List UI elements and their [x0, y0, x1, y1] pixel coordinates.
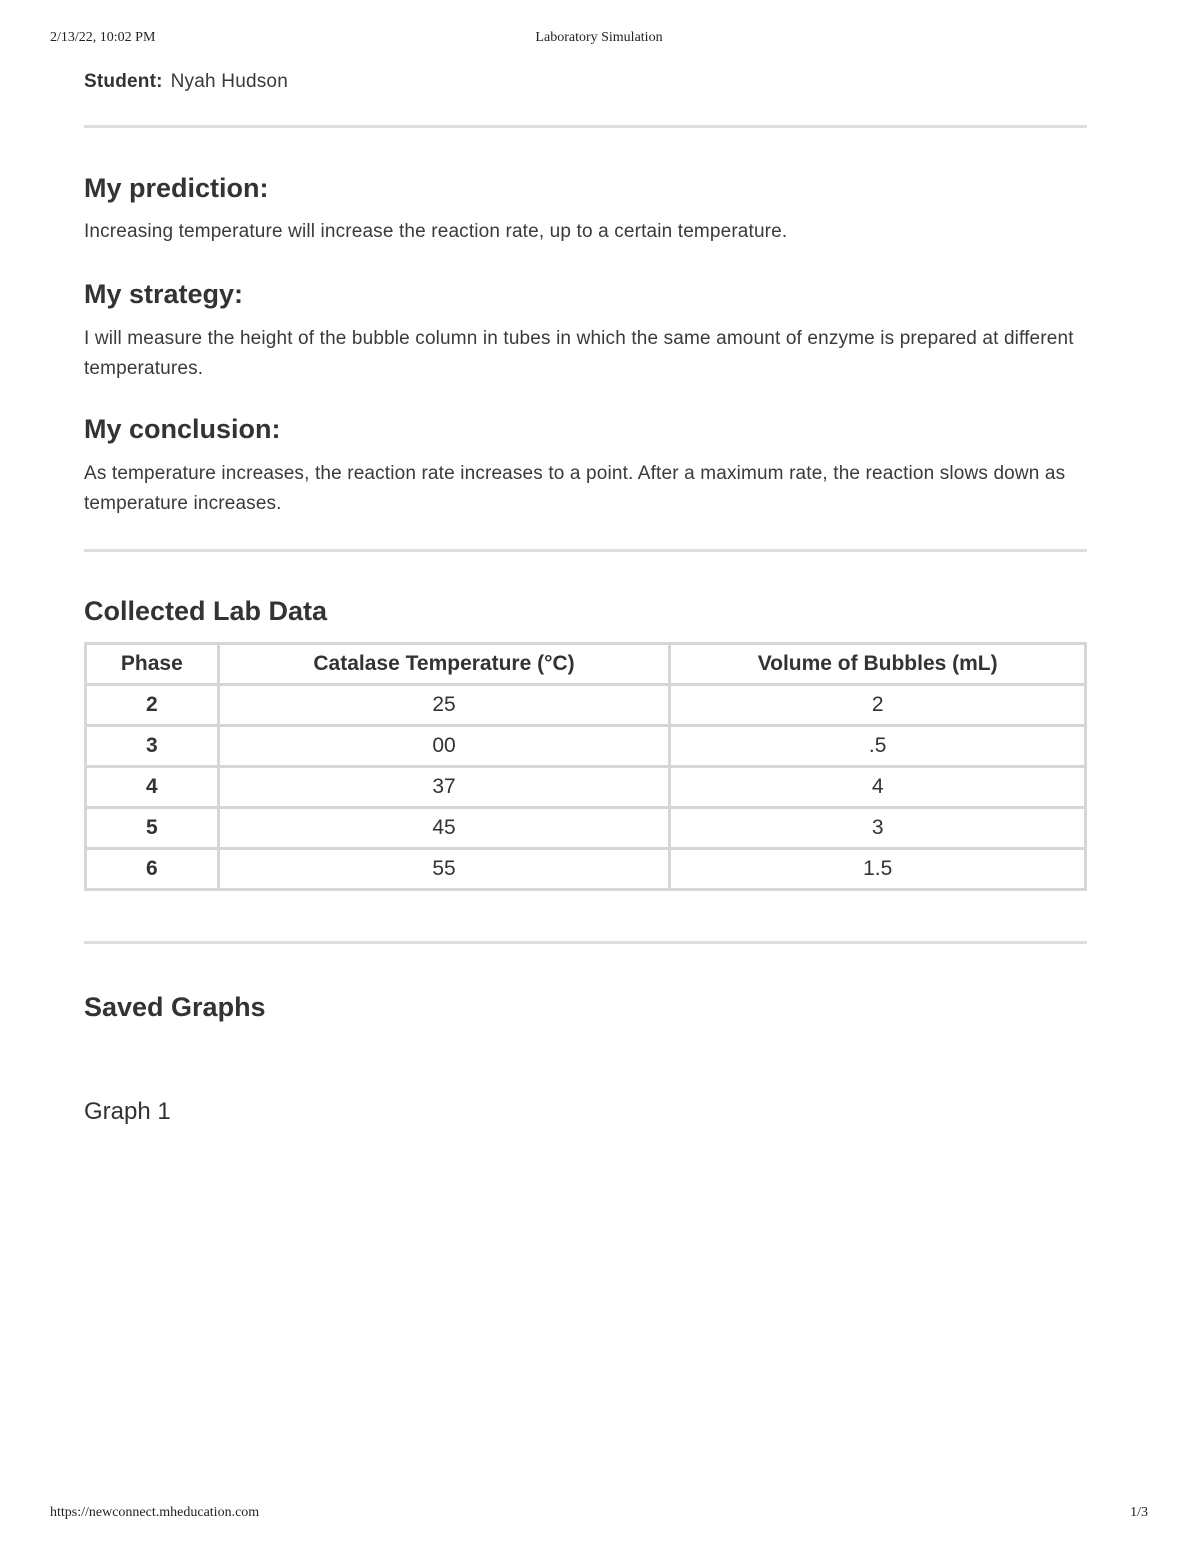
- student-label: Student:: [84, 71, 163, 92]
- divider: [84, 125, 1087, 128]
- strategy-text: I will measure the height of the bubble column in tubes in which the same amount of enzyme is prepared at different temperatures.: [84, 328, 1074, 379]
- report-content: [84, 68, 1087, 1127]
- prediction-heading: My prediction:: [84, 173, 269, 203]
- temperature-cell: 45: [218, 808, 670, 849]
- print-title: Laboratory Simulation: [535, 30, 663, 45]
- phase-cell: 6: [86, 849, 219, 890]
- column-header-phase: Phase: [86, 644, 219, 685]
- volume-cell: .5: [670, 726, 1086, 767]
- saved-graphs-heading: Saved Graphs: [84, 992, 266, 1022]
- temperature-cell: 37: [218, 767, 670, 808]
- divider: [84, 941, 1087, 944]
- temperature-cell: 00: [218, 726, 670, 767]
- conclusion-heading: My conclusion:: [84, 414, 281, 444]
- lab-data-table: [84, 642, 1087, 891]
- divider: [84, 549, 1087, 552]
- print-page-number: 1/3: [1130, 1505, 1148, 1520]
- temperature-cell: 25: [218, 685, 670, 726]
- print-url: https://newconnect.mheducation.com: [50, 1505, 260, 1520]
- conclusion-text: As temperature increases, the reaction rate increases to a point. After a maximum rate, the reaction slows down as temperature increases.: [84, 463, 1066, 514]
- column-header-temperature: Catalase Temperature (°C): [218, 644, 670, 685]
- graph-label: Graph 1: [84, 1098, 171, 1125]
- lab-data-heading: Collected Lab Data: [84, 596, 328, 626]
- table-row: [86, 685, 1086, 726]
- table-row: [86, 808, 1086, 849]
- phase-cell: 2: [86, 685, 219, 726]
- table-header-row: [86, 644, 1086, 685]
- print-header: [50, 30, 1148, 50]
- print-datetime: 2/13/22, 10:02 PM: [50, 30, 156, 45]
- student-line: [84, 68, 1087, 96]
- prediction-text: Increasing temperature will increase the reaction rate, up to a certain temperature.: [84, 221, 788, 242]
- volume-cell: 2: [670, 685, 1086, 726]
- phase-cell: 4: [86, 767, 219, 808]
- strategy-heading: My strategy:: [84, 279, 244, 309]
- volume-cell: 1.5: [670, 849, 1086, 890]
- volume-cell: 4: [670, 767, 1086, 808]
- print-footer: [50, 1505, 1148, 1525]
- volume-cell: 3: [670, 808, 1086, 849]
- table-row: [86, 726, 1086, 767]
- table-row: [86, 849, 1086, 890]
- phase-cell: 5: [86, 808, 219, 849]
- table-row: [86, 767, 1086, 808]
- phase-cell: 3: [86, 726, 219, 767]
- column-header-volume: Volume of Bubbles (mL): [670, 644, 1086, 685]
- student-name: Nyah Hudson: [170, 71, 288, 92]
- temperature-cell: 55: [218, 849, 670, 890]
